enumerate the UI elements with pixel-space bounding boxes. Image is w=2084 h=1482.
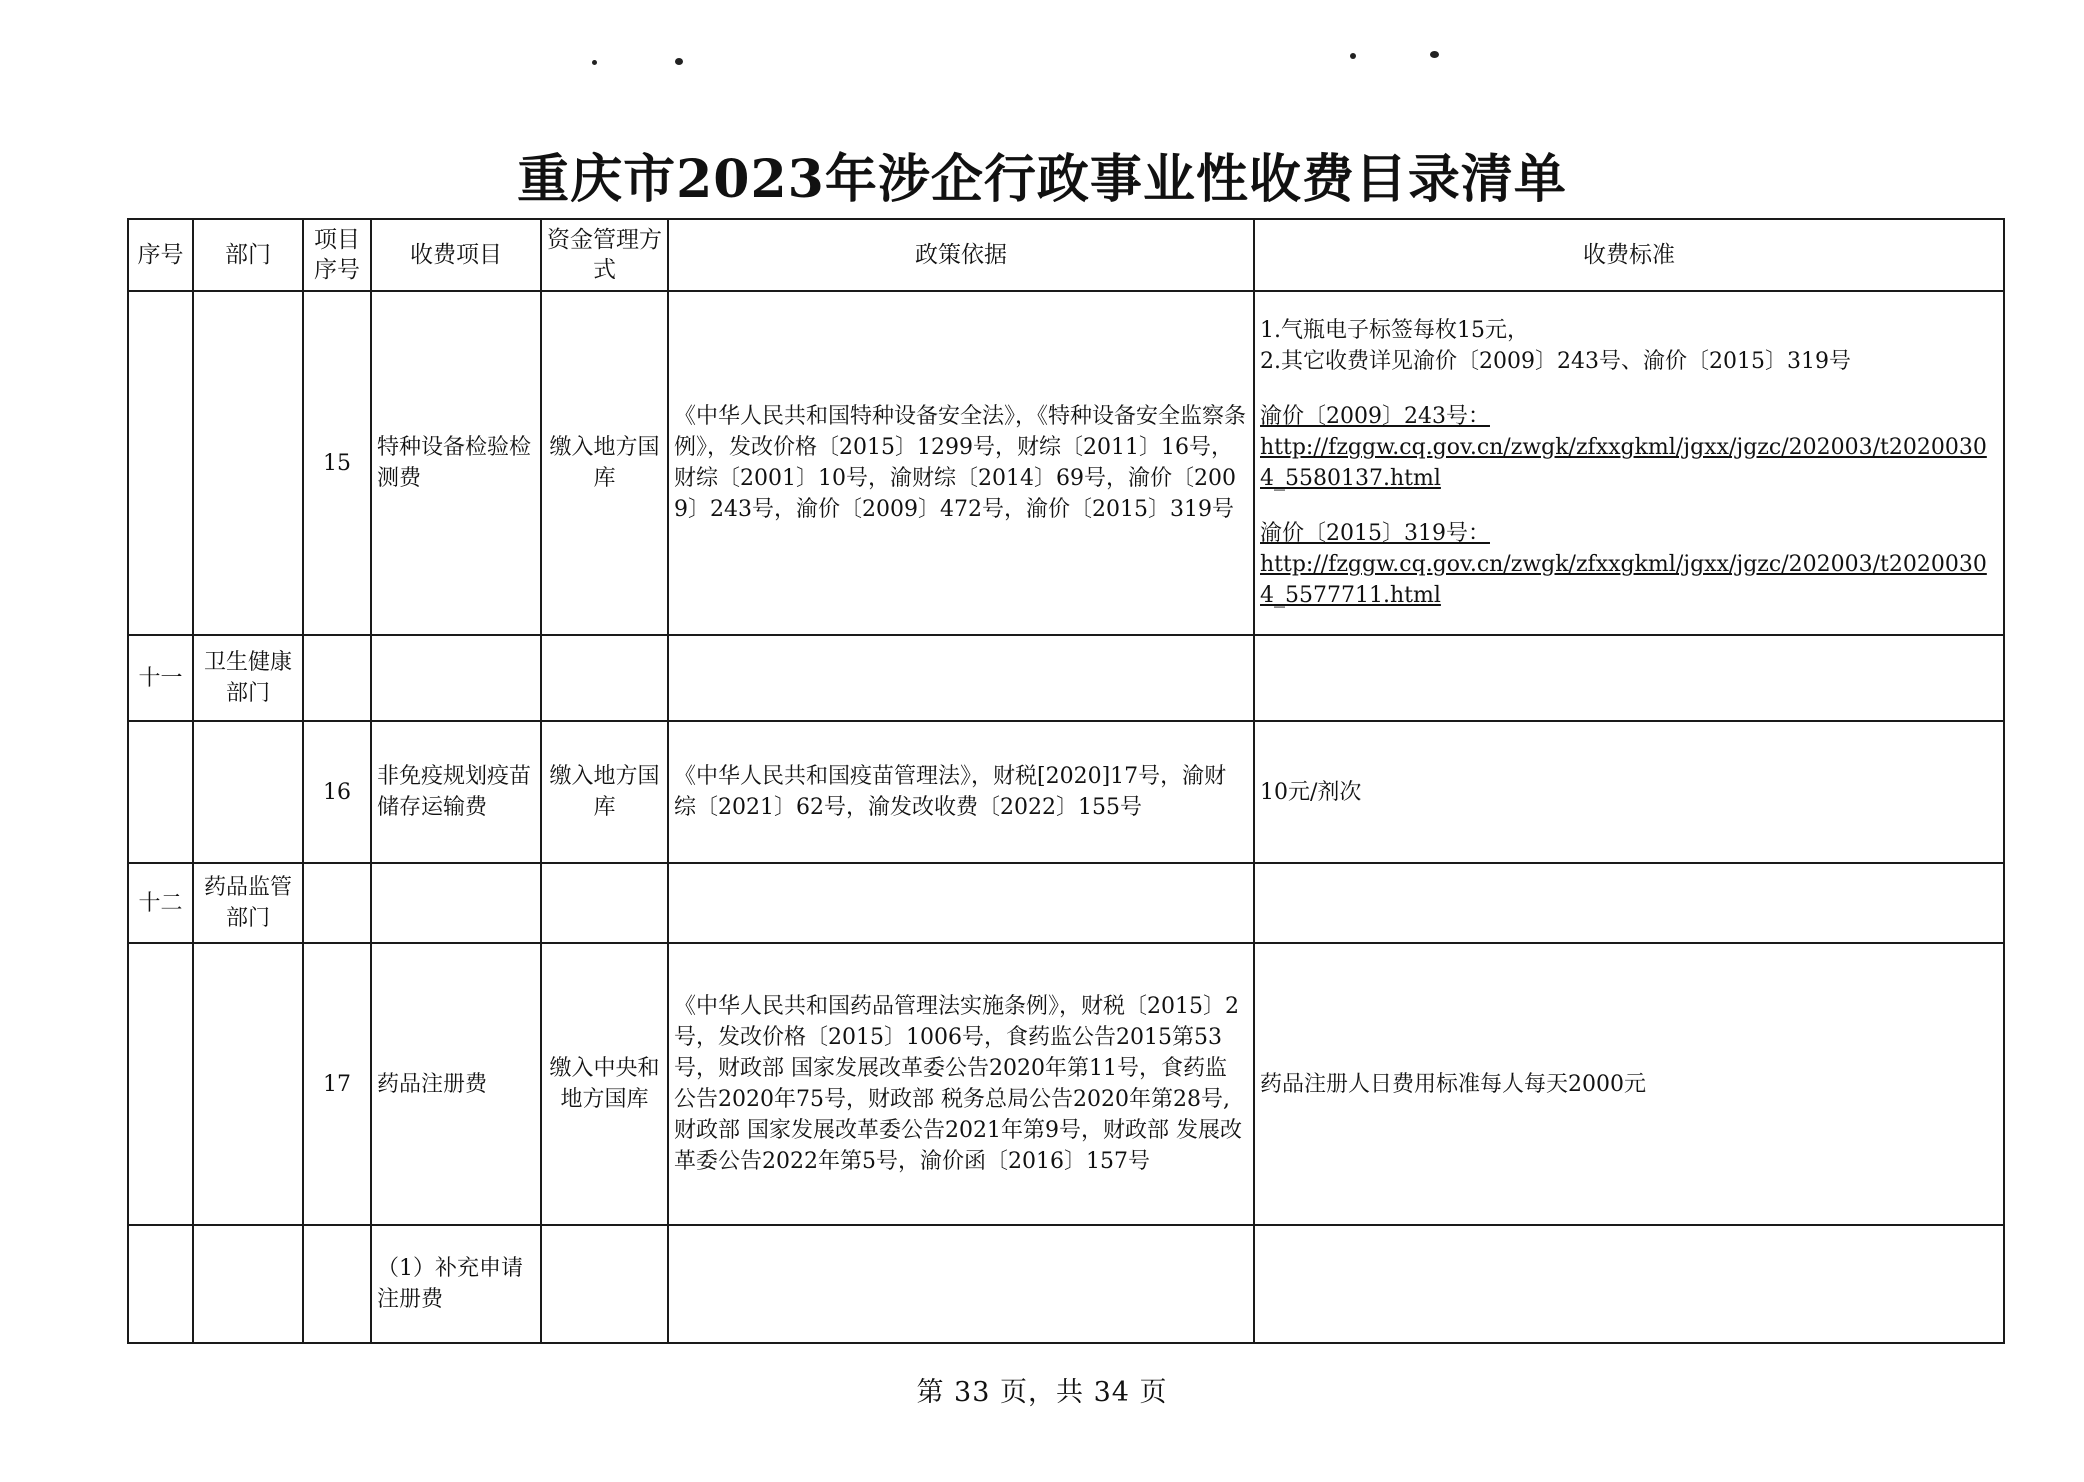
spacer xyxy=(1260,494,1998,518)
header-seq: 序号 xyxy=(128,219,193,291)
cell-item-no: 15 xyxy=(303,291,371,635)
header-policy: 政策依据 xyxy=(668,219,1254,291)
section-row xyxy=(128,863,2004,943)
fee-table xyxy=(127,218,2005,1344)
table-row xyxy=(128,291,2004,635)
cell-item: 非免疫规划疫苗储存运输费 xyxy=(371,721,541,863)
table-row xyxy=(128,1225,2004,1343)
header-item: 收费项目 xyxy=(371,219,541,291)
cell-standard xyxy=(1254,291,2004,635)
cell-seq xyxy=(128,943,193,1225)
cell-dept: 卫生健康部门 xyxy=(193,635,303,721)
policy-link[interactable]: http://fzggw.cq.gov.cn/zwgk/zfxxgkml/jgxx/jgzc/202003/t20200304_5577711.html xyxy=(1260,552,1987,608)
cell-fund: 缴入地方国库 xyxy=(541,721,668,863)
cell-dept xyxy=(193,291,303,635)
cell-empty xyxy=(371,863,541,943)
cell-item-no xyxy=(303,1225,371,1343)
cell-empty xyxy=(303,635,371,721)
table-row xyxy=(128,721,2004,863)
cell-seq: 十一 xyxy=(128,635,193,721)
cell-seq xyxy=(128,1225,193,1343)
header-dept: 部门 xyxy=(193,219,303,291)
cell-fund: 缴入中央和地方国库 xyxy=(541,943,668,1225)
table-row xyxy=(128,943,2004,1225)
header-standard: 收费标准 xyxy=(1254,219,2004,291)
link-label[interactable]: 渝价〔2009〕243号： xyxy=(1260,404,1490,429)
page-title: 重庆市2023年涉企行政事业性收费目录清单 xyxy=(517,149,1567,210)
link-label[interactable]: 渝价〔2015〕319号： xyxy=(1260,521,1490,546)
scan-speck xyxy=(592,60,597,65)
cell-dept: 药品监管部门 xyxy=(193,863,303,943)
spacer xyxy=(1260,377,1998,401)
cell-item-no: 16 xyxy=(303,721,371,863)
header-row xyxy=(128,219,2004,291)
cell-empty xyxy=(371,635,541,721)
scan-speck xyxy=(675,58,683,65)
cell-standard xyxy=(1254,1225,2004,1343)
cell-standard: 药品注册人日费用标准每人每天2000元 xyxy=(1254,943,2004,1225)
cell-empty xyxy=(541,635,668,721)
cell-fund: 缴入地方国库 xyxy=(541,291,668,635)
cell-empty xyxy=(541,863,668,943)
header-fund: 资金管理方式 xyxy=(541,219,668,291)
cell-standard: 10元/剂次 xyxy=(1254,721,2004,863)
cell-dept xyxy=(193,1225,303,1343)
cell-empty xyxy=(1254,863,2004,943)
policy-link[interactable]: http://fzggw.cq.gov.cn/zwgk/zfxxgkml/jgxx/jgzc/202003/t20200304_5580137.html xyxy=(1260,435,1987,491)
cell-policy: 《中华人民共和国疫苗管理法》，财税[2020]17号，渝财综〔2021〕62号，渝发改收费〔2022〕155号 xyxy=(668,721,1254,863)
cell-seq xyxy=(128,291,193,635)
cell-item: 特种设备检验检测费 xyxy=(371,291,541,635)
cell-fund xyxy=(541,1225,668,1343)
page-footer: 第 33 页，共 34 页 xyxy=(916,1377,1168,1408)
cell-empty xyxy=(668,863,1254,943)
section-row xyxy=(128,635,2004,721)
cell-empty xyxy=(668,635,1254,721)
cell-item: 药品注册费 xyxy=(371,943,541,1225)
cell-policy: 《中华人民共和国药品管理法实施条例》，财税〔2015〕2号，发改价格〔2015〕1006号，食药监公告2015第53号，财政部 国家发展改革委公告2020年第11号，食药监公告2020年75号，财政部 税务总局公告2020年第28号,财政部 国家发展改革委公告2021年第9号，财政部 发展改革委公告2022年第5号，渝价函〔2016〕157号 xyxy=(668,943,1254,1225)
scan-speck xyxy=(1430,51,1439,58)
cell-seq xyxy=(128,721,193,863)
cell-item-no: 17 xyxy=(303,943,371,1225)
cell-item: （1）补充申请注册费 xyxy=(371,1225,541,1343)
cell-policy xyxy=(668,1225,1254,1343)
cell-empty xyxy=(303,863,371,943)
scan-speck xyxy=(1350,53,1356,59)
cell-dept xyxy=(193,721,303,863)
standard-line: 2.其它收费详见渝价〔2009〕243号、渝价〔2015〕319号 xyxy=(1260,349,1851,374)
header-item-no: 项目序号 xyxy=(303,219,371,291)
standard-line: 1.气瓶电子标签每枚15元， xyxy=(1260,318,1529,343)
cell-policy: 《中华人民共和国特种设备安全法》，《特种设备安全监察条例》，发改价格〔2015〕1299号，财综〔2011〕16号，财综〔2001〕10号，渝财综〔2014〕69号，渝价〔2009〕243号，渝价〔2009〕472号，渝价〔2015〕319号 xyxy=(668,291,1254,635)
cell-empty xyxy=(1254,635,2004,721)
cell-dept xyxy=(193,943,303,1225)
cell-seq: 十二 xyxy=(128,863,193,943)
